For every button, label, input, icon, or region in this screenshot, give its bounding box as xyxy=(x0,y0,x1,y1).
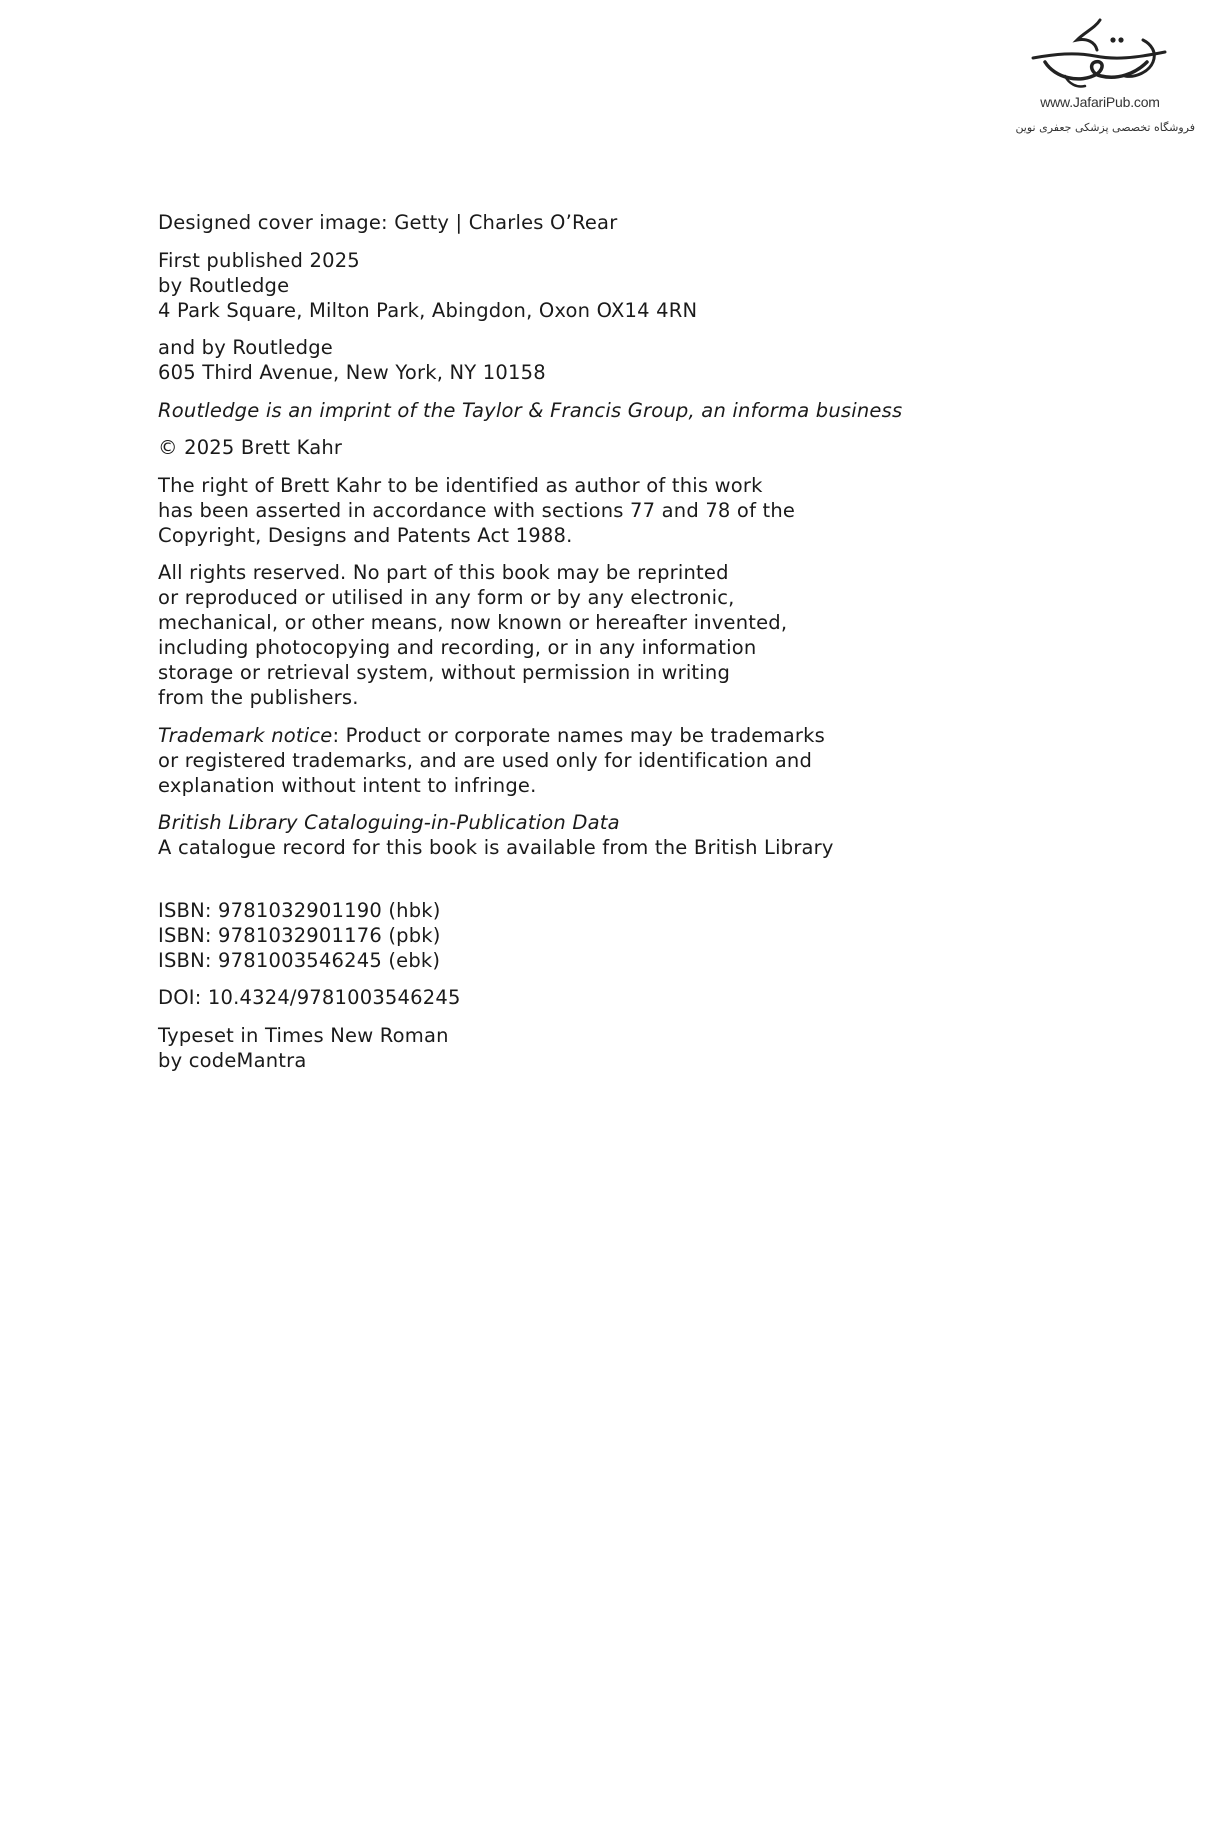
imprint-statement xyxy=(158,398,1058,423)
rights-reserved-line: storage or retrieval system, without permission in writing xyxy=(158,661,731,684)
watermark-url: www.JafariPub.com xyxy=(1040,94,1160,110)
trademark-notice-block xyxy=(158,723,1058,798)
typeset-block xyxy=(158,1023,1058,1073)
moral-rights-block xyxy=(158,473,1058,548)
rights-reserved-line: mechanical, or other means, now known or hereafter invented, xyxy=(158,611,788,634)
doi-line: DOI: 10.4324/9781003546245 xyxy=(158,986,461,1009)
moral-rights-line: has been asserted in accordance with sections 77 and 78 of the xyxy=(158,498,796,522)
moral-rights-line: The right of Brett Kahr to be identified as author of this work xyxy=(158,473,763,497)
watermark-tagline: فروشگاه تخصصی پزشکی جعفری نوین xyxy=(1015,121,1195,134)
copyright-notice xyxy=(158,435,1058,460)
cip-heading: British Library Cataloguing-in-Publication Data xyxy=(158,811,620,834)
moral-rights-line: Copyright, Designs and Patents Act 1988. xyxy=(158,523,573,547)
rights-reserved-line: or reproduced or utilised in any form or by any electronic, xyxy=(158,586,735,609)
isbn-ebk: ISBN: 9781003546245 (ebk) xyxy=(158,948,441,972)
also-published-line: and by Routledge xyxy=(158,336,333,359)
cover-credit-line: Designed cover image: Getty | Charles O’Rear xyxy=(158,211,618,234)
spacer xyxy=(158,873,1058,898)
trademark-line-1 xyxy=(158,723,1058,748)
imprint-statement-line: Routledge is an imprint of the Taylor & Francis Group, an informa business xyxy=(158,398,903,422)
trademark-text: : Product or corporate names may be trademarks xyxy=(332,723,825,747)
publisher-watermark-logo xyxy=(985,18,1195,143)
jafari-calligraphy-logo-icon xyxy=(1025,18,1175,93)
rights-reserved-line: from the publishers. xyxy=(158,686,359,709)
copyright-page-body xyxy=(158,210,1058,1085)
also-published-block xyxy=(158,335,1058,385)
trademark-line-2: or registered trademarks, and are used only for identification and xyxy=(158,748,813,772)
first-published-block xyxy=(158,248,1058,323)
rights-reserved-line: All rights reserved. No part of this book may be reprinted xyxy=(158,561,729,584)
publisher-address-uk: 4 Park Square, Milton Park, Abingdon, Oxon OX14 4RN xyxy=(158,298,698,322)
rights-reserved-block xyxy=(158,560,1058,710)
cip-block xyxy=(158,810,1058,860)
trademark-label: Trademark notice xyxy=(158,723,333,747)
isbn-block xyxy=(158,898,1058,973)
first-published-line: First published 2025 xyxy=(158,248,360,272)
isbn-hbk: ISBN: 9781032901190 (hbk) xyxy=(158,898,441,922)
cover-credit xyxy=(158,210,1058,235)
trademark-line-3: explanation without intent to infringe. xyxy=(158,773,537,797)
cip-text: A catalogue record for this book is available from the British Library xyxy=(158,836,834,859)
copyright-line: © 2025 Brett Kahr xyxy=(158,436,343,459)
typesetter-line: by codeMantra xyxy=(158,1048,307,1072)
rights-reserved-line: including photocopying and recording, or in any information xyxy=(158,636,757,659)
isbn-pbk: ISBN: 9781032901176 (pbk) xyxy=(158,923,441,947)
typeset-line: Typeset in Times New Roman xyxy=(158,1023,449,1047)
doi-block xyxy=(158,985,1058,1010)
publisher-address-us: 605 Third Avenue, New York, NY 10158 xyxy=(158,361,546,384)
publisher-name-line: by Routledge xyxy=(158,273,290,297)
